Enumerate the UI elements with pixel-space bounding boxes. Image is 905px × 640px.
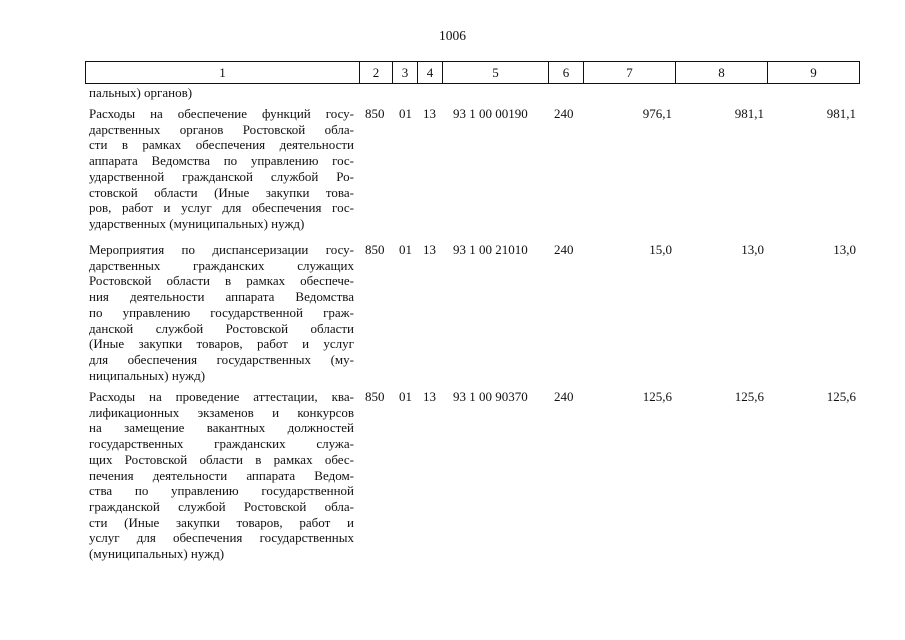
amount-year-2: 981,1 <box>734 106 764 121</box>
description-line: ниципальных) нужд) <box>89 367 206 383</box>
description-line: лификационных экзаменов и конкурсов <box>89 404 354 420</box>
header-col-1: 1 <box>86 62 360 84</box>
row-description <box>89 106 354 232</box>
expense-type-code: 240 <box>554 106 574 121</box>
description-line: гражданской службой Ростовской обла- <box>89 498 354 514</box>
amount-year-1: 976,1 <box>642 106 672 121</box>
header-col-2: 2 <box>360 62 393 84</box>
description-line: ударственных (муниципальных) нужд) <box>89 215 305 231</box>
header-col-7: 7 <box>584 62 676 84</box>
subsection-code: 13 <box>423 106 436 121</box>
description-line: данской службой Ростовской области <box>89 320 354 336</box>
subsection-code: 13 <box>423 242 436 257</box>
header-col-3: 3 <box>393 62 418 84</box>
description-line: Мероприятия по диспансеризации госу- <box>89 242 354 257</box>
description-line: дарственных гражданских служащих <box>89 257 354 273</box>
amount-year-3: 125,6 <box>826 389 856 404</box>
header-col-8: 8 <box>676 62 768 84</box>
amount-year-2: 125,6 <box>734 389 764 404</box>
description-line: по управлению государственной граж- <box>89 304 354 320</box>
amount-year-1: 15,0 <box>649 242 672 257</box>
description-line: ства по управлению государственной <box>89 483 354 499</box>
description-line: ния деятельности аппарата Ведомства <box>89 289 354 305</box>
section-code: 01 <box>399 389 412 404</box>
section-code: 01 <box>399 242 412 257</box>
subsection-code: 13 <box>423 389 436 404</box>
description-line: услуг для обеспечения государственных <box>89 530 354 546</box>
header-col-4: 4 <box>418 62 443 84</box>
description-line: (муниципальных) нужд) <box>89 546 225 562</box>
section-code: 01 <box>399 106 412 121</box>
description-line: Расходы на проведение аттестации, ква- <box>89 389 354 404</box>
target-article-code: 93 1 00 21010 <box>453 242 528 257</box>
description-line: Ростовской области в рамках обеспече- <box>89 273 354 289</box>
description-line: аппарата Ведомства по управлению гос- <box>89 153 354 169</box>
expense-type-code: 240 <box>554 242 574 257</box>
description-line: ров, работ и услуг для обеспечения гос- <box>89 200 354 216</box>
ministry-code: 850 <box>365 242 385 257</box>
description-line: (Иные закупки товаров, работ и услуг <box>89 336 354 352</box>
description-line: сти в рамках обеспечения деятельности <box>89 137 354 153</box>
description-line: щих Ростовской области в рамках обес- <box>89 451 354 467</box>
amount-year-3: 981,1 <box>826 106 856 121</box>
amount-year-2: 13,0 <box>741 242 764 257</box>
description-line: сти (Иные закупки товаров, работ и <box>89 514 354 530</box>
header-col-5: 5 <box>443 62 549 84</box>
header-col-6: 6 <box>549 62 584 84</box>
description-line: на замещение вакантных должностей <box>89 420 354 436</box>
description-line: государственных гражданских служа- <box>89 436 354 452</box>
target-article-code: 93 1 00 90370 <box>453 389 528 404</box>
column-header-row <box>85 61 860 84</box>
description-line: для обеспечения государственных (му- <box>89 351 354 367</box>
ministry-code: 850 <box>365 389 385 404</box>
page-number: 1006 <box>439 28 466 43</box>
expense-type-code: 240 <box>554 389 574 404</box>
amount-year-1: 125,6 <box>642 389 672 404</box>
description-line: печения деятельности аппарата Ведом- <box>89 467 354 483</box>
header-col-9: 9 <box>768 62 860 84</box>
continuation-text: пальных) органов) <box>89 85 193 100</box>
row-description <box>89 242 354 383</box>
description-line: ударственной гражданской службой Ро- <box>89 168 354 184</box>
target-article-code: 93 1 00 00190 <box>453 106 528 121</box>
amount-year-3: 13,0 <box>833 242 856 257</box>
ministry-code: 850 <box>365 106 385 121</box>
description-line: дарственных органов Ростовской обла- <box>89 121 354 137</box>
row-description <box>89 389 354 562</box>
description-line: Расходы на обеспечение функций госу- <box>89 106 354 121</box>
description-line: стовской области (Иные закупки това- <box>89 184 354 200</box>
